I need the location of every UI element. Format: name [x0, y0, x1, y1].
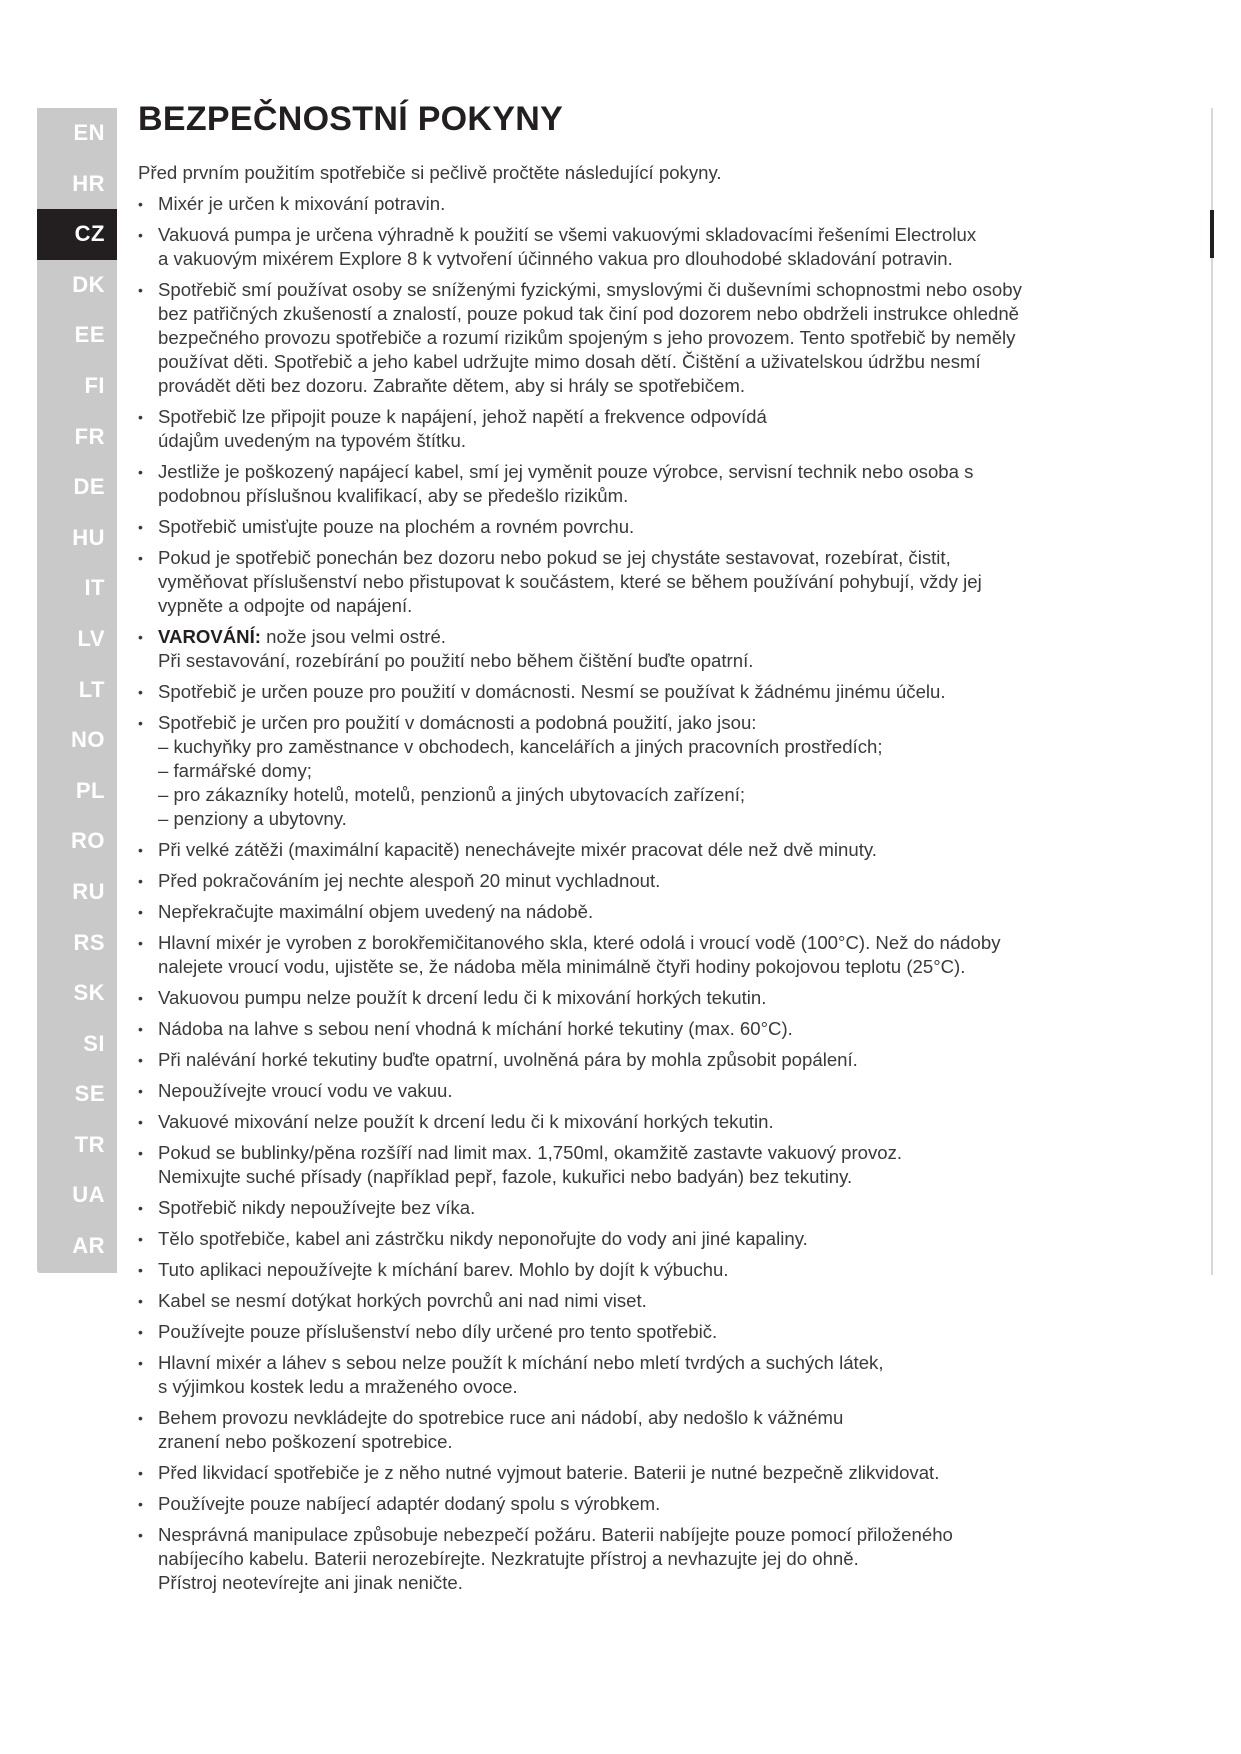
list-item [138, 986, 1138, 1010]
lang-tab-ee[interactable]: EE [74, 322, 105, 348]
lang-tab-ru[interactable]: RU [72, 878, 105, 904]
lang-tab-rs[interactable]: RS [73, 929, 105, 955]
item-text-line: používat děti. Spotřebič a jeho kabel udržujte mimo dosah dětí. Čištění a uživatelskou údržbu nesmí [158, 351, 981, 372]
safety-instructions-list [138, 192, 1138, 1595]
item-text-line: provádět děti bez dozoru. Zabraňte dětem, aby si hrály se spotřebičem. [158, 375, 746, 396]
item-text-line: zranení nebo poškození spotrebice. [158, 1431, 453, 1452]
list-item [138, 1492, 1138, 1516]
lang-tab-hu[interactable]: HU [72, 524, 105, 550]
lang-tab-de[interactable]: DE [73, 474, 105, 500]
item-text-line: Vakuové mixování nelze použít k drcení ledu či k mixování horkých tekutin. [158, 1111, 774, 1132]
lang-tab-tr[interactable]: TR [74, 1131, 105, 1157]
item-text-line: Tuto aplikaci nepoužívejte k míchání barev. Mohlo by dojít k výbuchu. [158, 1259, 729, 1280]
lang-tab-dk[interactable]: DK [72, 271, 105, 297]
item-text-line: Hlavní mixér je vyroben z borokřemičitanového skla, které odolá i vroucí vodě (100°C). Než do nádoby [158, 932, 1001, 953]
item-text-line: vyměňovat příslušenství nebo přistupovat k součástem, které se během používání pohybují, vždy jej [158, 571, 982, 592]
item-text-line: Vakuová pumpa je určena výhradně k použití se všemi vakuovými skladovacími řešeními Electrolux [158, 224, 977, 245]
item-text-line: nabíjecího kabelu. Baterii nerozebírejte. Nezkratujte přístroj a nevhazujte jej do ohně. [158, 1548, 859, 1569]
lang-tab-hr[interactable]: HR [72, 170, 105, 196]
lang-tab-pl[interactable]: PL [75, 777, 105, 803]
list-item [138, 1196, 1138, 1220]
item-text-line: Při nalévání horké tekutiny buďte opatrní, uvolněná pára by mohla způsobit popálení. [158, 1049, 858, 1070]
item-text-line: údajům uvedeným na typovém štítku. [158, 430, 466, 451]
item-text-line: Tělo spotřebiče, kabel ani zástrčku nikdy neponořujte do vody ani jiné kapaliny. [158, 1228, 808, 1249]
list-item [138, 838, 1138, 862]
item-text-line: nože jsou velmi ostré. [260, 626, 446, 647]
item-text-line: Nesprávná manipulace způsobuje nebezpečí požáru. Baterii nabíjejte pouze pomocí přiloženého [158, 1524, 953, 1545]
item-text-line: bez patřičných zkušeností a znalostí, pouze pokud tak činí pod dozorem nebo obdrželi instrukce ohledně [158, 303, 1019, 324]
list-item [138, 546, 1138, 618]
item-text-line: Kabel se nesmí dotýkat horkých povrchů ani nad nimi viset. [158, 1290, 647, 1311]
list-item [138, 405, 1138, 453]
item-text-line: Používejte pouze příslušenství nebo díly určené pro tento spotřebič. [158, 1321, 718, 1342]
item-text-line: Pokud je spotřebič ponechán bez dozoru nebo pokud se jej chystáte sestavovat, rozebírat, čistit, [158, 547, 951, 568]
list-item [138, 1320, 1138, 1344]
item-text-line: Pokud se bublinky/pěna rozšíří nad limit max. 1,750ml, okamžitě zastavte vakuový provoz. [158, 1142, 903, 1163]
content-area [138, 100, 1138, 1602]
item-text-line: Vakuovou pumpu nelze použít k drcení ledu či k mixování horkých tekutin. [158, 987, 767, 1008]
item-text-line: Při sestavování, rozebírání po použití nebo během čištění buďte opatrní. [158, 650, 754, 671]
item-text-line: Spotřebič nikdy nepoužívejte bez víka. [158, 1197, 476, 1218]
lang-tab-sk[interactable]: SK [73, 980, 105, 1006]
item-text-line: Nádoba na lahve s sebou není vhodná k míchání horké tekutiny (max. 60°C). [158, 1018, 793, 1039]
item-text-line: nalejete vroucí vodu, ujistěte se, že nádoba měla minimálně čtyři hodiny pokojovou teplotu (25°C). [158, 956, 966, 977]
list-item [138, 625, 1138, 673]
list-item [138, 1351, 1138, 1399]
lang-tab-it[interactable]: IT [84, 575, 105, 601]
item-text-line: a vakuovým mixérem Explore 8 k vytvoření účinného vakua pro dlouhodobé skladování potravin. [158, 248, 953, 269]
item-text-line: Nepoužívejte vroucí vodu ve vakuu. [158, 1080, 453, 1101]
list-item [138, 1523, 1138, 1595]
item-text-line: – pro zákazníky hotelů, motelů, penzionů a jiných ubytovacích zařízení; [158, 784, 746, 805]
list-item [138, 1227, 1138, 1251]
item-text-line: Behem provozu nevkládejte do spotrebice ruce ani nádobí, aby nedošlo k vážnému [158, 1407, 844, 1428]
item-text-line: podobnou příslušnou kvalifikací, aby se předešlo rizikům. [158, 485, 629, 506]
list-item [138, 460, 1138, 508]
list-item [138, 711, 1138, 831]
lang-tab-si[interactable]: SI [83, 1030, 105, 1056]
lang-tab-fi[interactable]: FI [84, 372, 105, 398]
list-item [138, 1258, 1138, 1282]
page-edge-marker [1210, 210, 1214, 258]
list-item [138, 869, 1138, 893]
list-item [138, 223, 1138, 271]
page-title: BEZPEČNOSTNÍ POKYNY [138, 100, 564, 138]
list-item [138, 1017, 1138, 1041]
intro-text: Před prvním použitím spotřebiče si pečlivě pročtěte následující pokyny. [138, 162, 722, 183]
item-text-line: Spotřebič je určen pro použití v domácnosti a podobná použití, jako jsou: [158, 712, 757, 733]
item-text-line: Nemixujte suché přísady (například pepř, fazole, kukuřici nebo badyán) bez tekutiny. [158, 1166, 853, 1187]
item-text-line: Nepřekračujte maximální objem uvedený na nádobě. [158, 901, 594, 922]
lang-tab-cz[interactable]: CZ [37, 209, 117, 260]
list-item [138, 1079, 1138, 1103]
lang-tab-ar[interactable]: AR [72, 1233, 105, 1259]
list-item [138, 931, 1138, 979]
item-text-line: – farmářské domy; [158, 760, 312, 781]
list-item [138, 900, 1138, 924]
item-text-line: Spotřebič je určen pouze pro použití v domácnosti. Nesmí se používat k žádnému jinému účelu. [158, 681, 946, 702]
list-item [138, 1461, 1138, 1485]
item-text-line: Při velké zátěži (maximální kapacitě) nenechávejte mixér pracovat déle než dvě minuty. [158, 839, 877, 860]
item-text-line: Přístroj neotevírejte ani jinak neničte. [158, 1572, 463, 1593]
list-item [138, 1289, 1138, 1313]
lang-tab-se[interactable]: SE [74, 1081, 105, 1107]
item-text-line: Před likvidací spotřebiče je z něho nutné vyjmout baterie. Baterii je nutné bezpečně zlikvidovat. [158, 1462, 940, 1483]
warning-label: VAROVÁNÍ: [158, 626, 261, 647]
lang-tab-fr[interactable]: FR [74, 423, 105, 449]
lang-tab-no[interactable]: NO [71, 727, 105, 753]
item-text-line: Před pokračováním jej nechte alespoň 20 minut vychladnout. [158, 870, 661, 891]
item-text-line: – penziony a ubytovny. [158, 808, 347, 829]
item-text-line: vypněte a odpojte od napájení. [158, 595, 413, 616]
list-item [138, 1110, 1138, 1134]
list-item [138, 1048, 1138, 1072]
lang-tab-ua[interactable]: UA [72, 1182, 105, 1208]
list-item [138, 278, 1138, 398]
lang-tab-ro[interactable]: RO [71, 828, 105, 854]
item-text-line: Hlavní mixér a láhev s sebou nelze použít k míchání nebo mletí tvrdých a suchých látek, [158, 1352, 884, 1373]
lang-tab-lv[interactable]: LV [77, 625, 105, 651]
list-item [138, 1406, 1138, 1454]
item-text-line: Používejte pouze nabíjecí adaptér dodaný spolu s výrobkem. [158, 1493, 661, 1514]
item-text-line: Mixér je určen k mixování potravin. [158, 193, 446, 214]
lang-tab-en[interactable]: EN [73, 120, 105, 145]
item-text-line: Jestliže je poškozený napájecí kabel, smí jej vyměnit pouze výrobce, servisní technik nebo osoba s [158, 461, 974, 482]
page-edge-rule [1211, 108, 1213, 1275]
item-text-line: Spotřebič lze připojit pouze k napájení, jehož napětí a frekvence odpovídá [158, 406, 767, 427]
list-item [138, 515, 1138, 539]
language-tab-bar [37, 108, 117, 1273]
item-text-line: – kuchyňky pro zaměstnance v obchodech, kancelářích a jiných pracovních prostředích; [158, 736, 883, 757]
item-text-line: Spotřebič smí používat osoby se sníženými fyzickými, smyslovými či duševními schopnostmi nebo osoby [158, 279, 1022, 300]
item-text-line: s výjimkou kostek ledu a mraženého ovoce. [158, 1376, 518, 1397]
item-text-line: bezpečného provozu spotřebiče a rozumí rizikům spojeným s jeho provozem. Tento spotřebič by neměly [158, 327, 1016, 348]
list-item [138, 192, 1138, 216]
list-item [138, 1141, 1138, 1189]
item-text-line: Spotřebič umisťujte pouze na plochém a rovném povrchu. [158, 516, 635, 537]
lang-tab-lt[interactable]: LT [78, 676, 105, 702]
list-item [138, 680, 1138, 704]
